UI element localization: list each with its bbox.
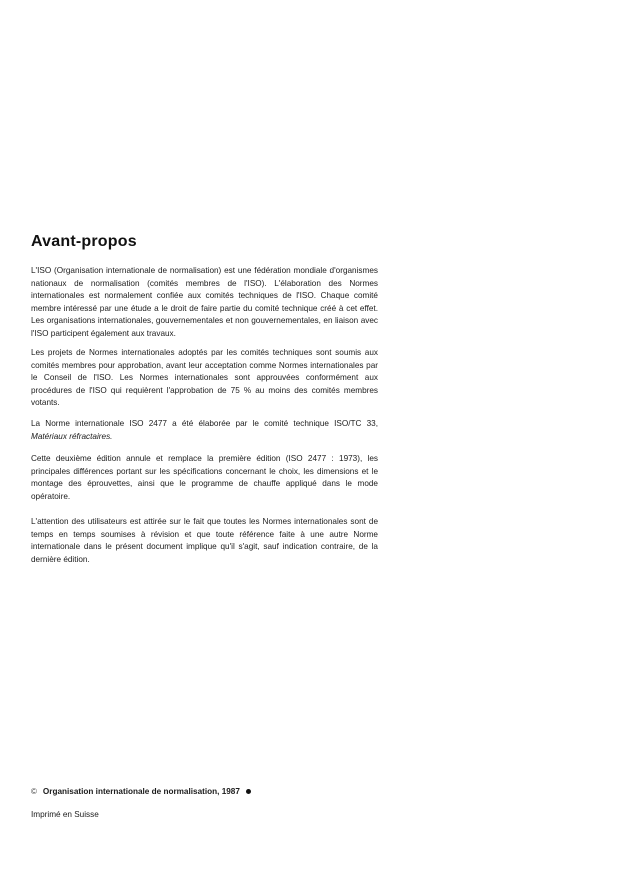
paragraph-committee [31, 418, 378, 443]
printed-in-label: Imprimé en Suisse [31, 810, 99, 819]
copyright-organisation: Organisation internationale de normalisation, 1987 [42, 787, 240, 796]
copyright-icon: © [31, 787, 37, 796]
page-title: Avant-propos [31, 233, 137, 250]
paragraph-approval: Les projets de Normes internationales adoptés par les comités techniques sont soumis aux comités membres pour approbation, avant leur acceptation comme Normes internationales par le Conseil de l'ISO. Les Normes internationales sont approuvées conformément aux procédures de l'ISO qui requièrent l'approbation de 75 % au moins des comités membres votants. [31, 348, 378, 408]
committee-text: La Norme internationale ISO 2477 a été élaborée par le comité technique ISO/TC 33, [31, 419, 378, 428]
paragraph-iso-intro: L'ISO (Organisation internationale de normalisation) est une fédération mondiale d'organismes nationaux de normalisation (comités membres de l'ISO). L'élaboration des Normes internationales est normalement confiée aux comités techniques de l'ISO. Chaque comité membre intéressé par une étude a le droit de faire partie du comité technique créé à cet effet. Les organisations internationales, gouvernementales et non gouvernementales, en liaison avec l'ISO participent également aux travaux. [31, 266, 378, 338]
copyright-line [31, 787, 251, 796]
bullet-dot-icon [246, 789, 251, 794]
paragraph-edition: Cette deuxième édition annule et remplace la première édition (ISO 2477 : 1973), les principales différences portant sur les spécifications concernant le choix, les dimensions et le montage des éprouvettes, ainsi que le programme de chauffe appliqué dans le mode opératoire. [31, 454, 378, 501]
committee-title: Matériaux réfractaires. [31, 431, 113, 441]
paragraph-revision-notice: L'attention des utilisateurs est attirée sur le fait que toutes les Normes internationales sont de temps en temps soumises à révision et que toute référence faite à une autre Norme internationale dans le présent document implique qu'il s'agit, sauf indication contraire, de la dernière édition. [31, 517, 378, 564]
